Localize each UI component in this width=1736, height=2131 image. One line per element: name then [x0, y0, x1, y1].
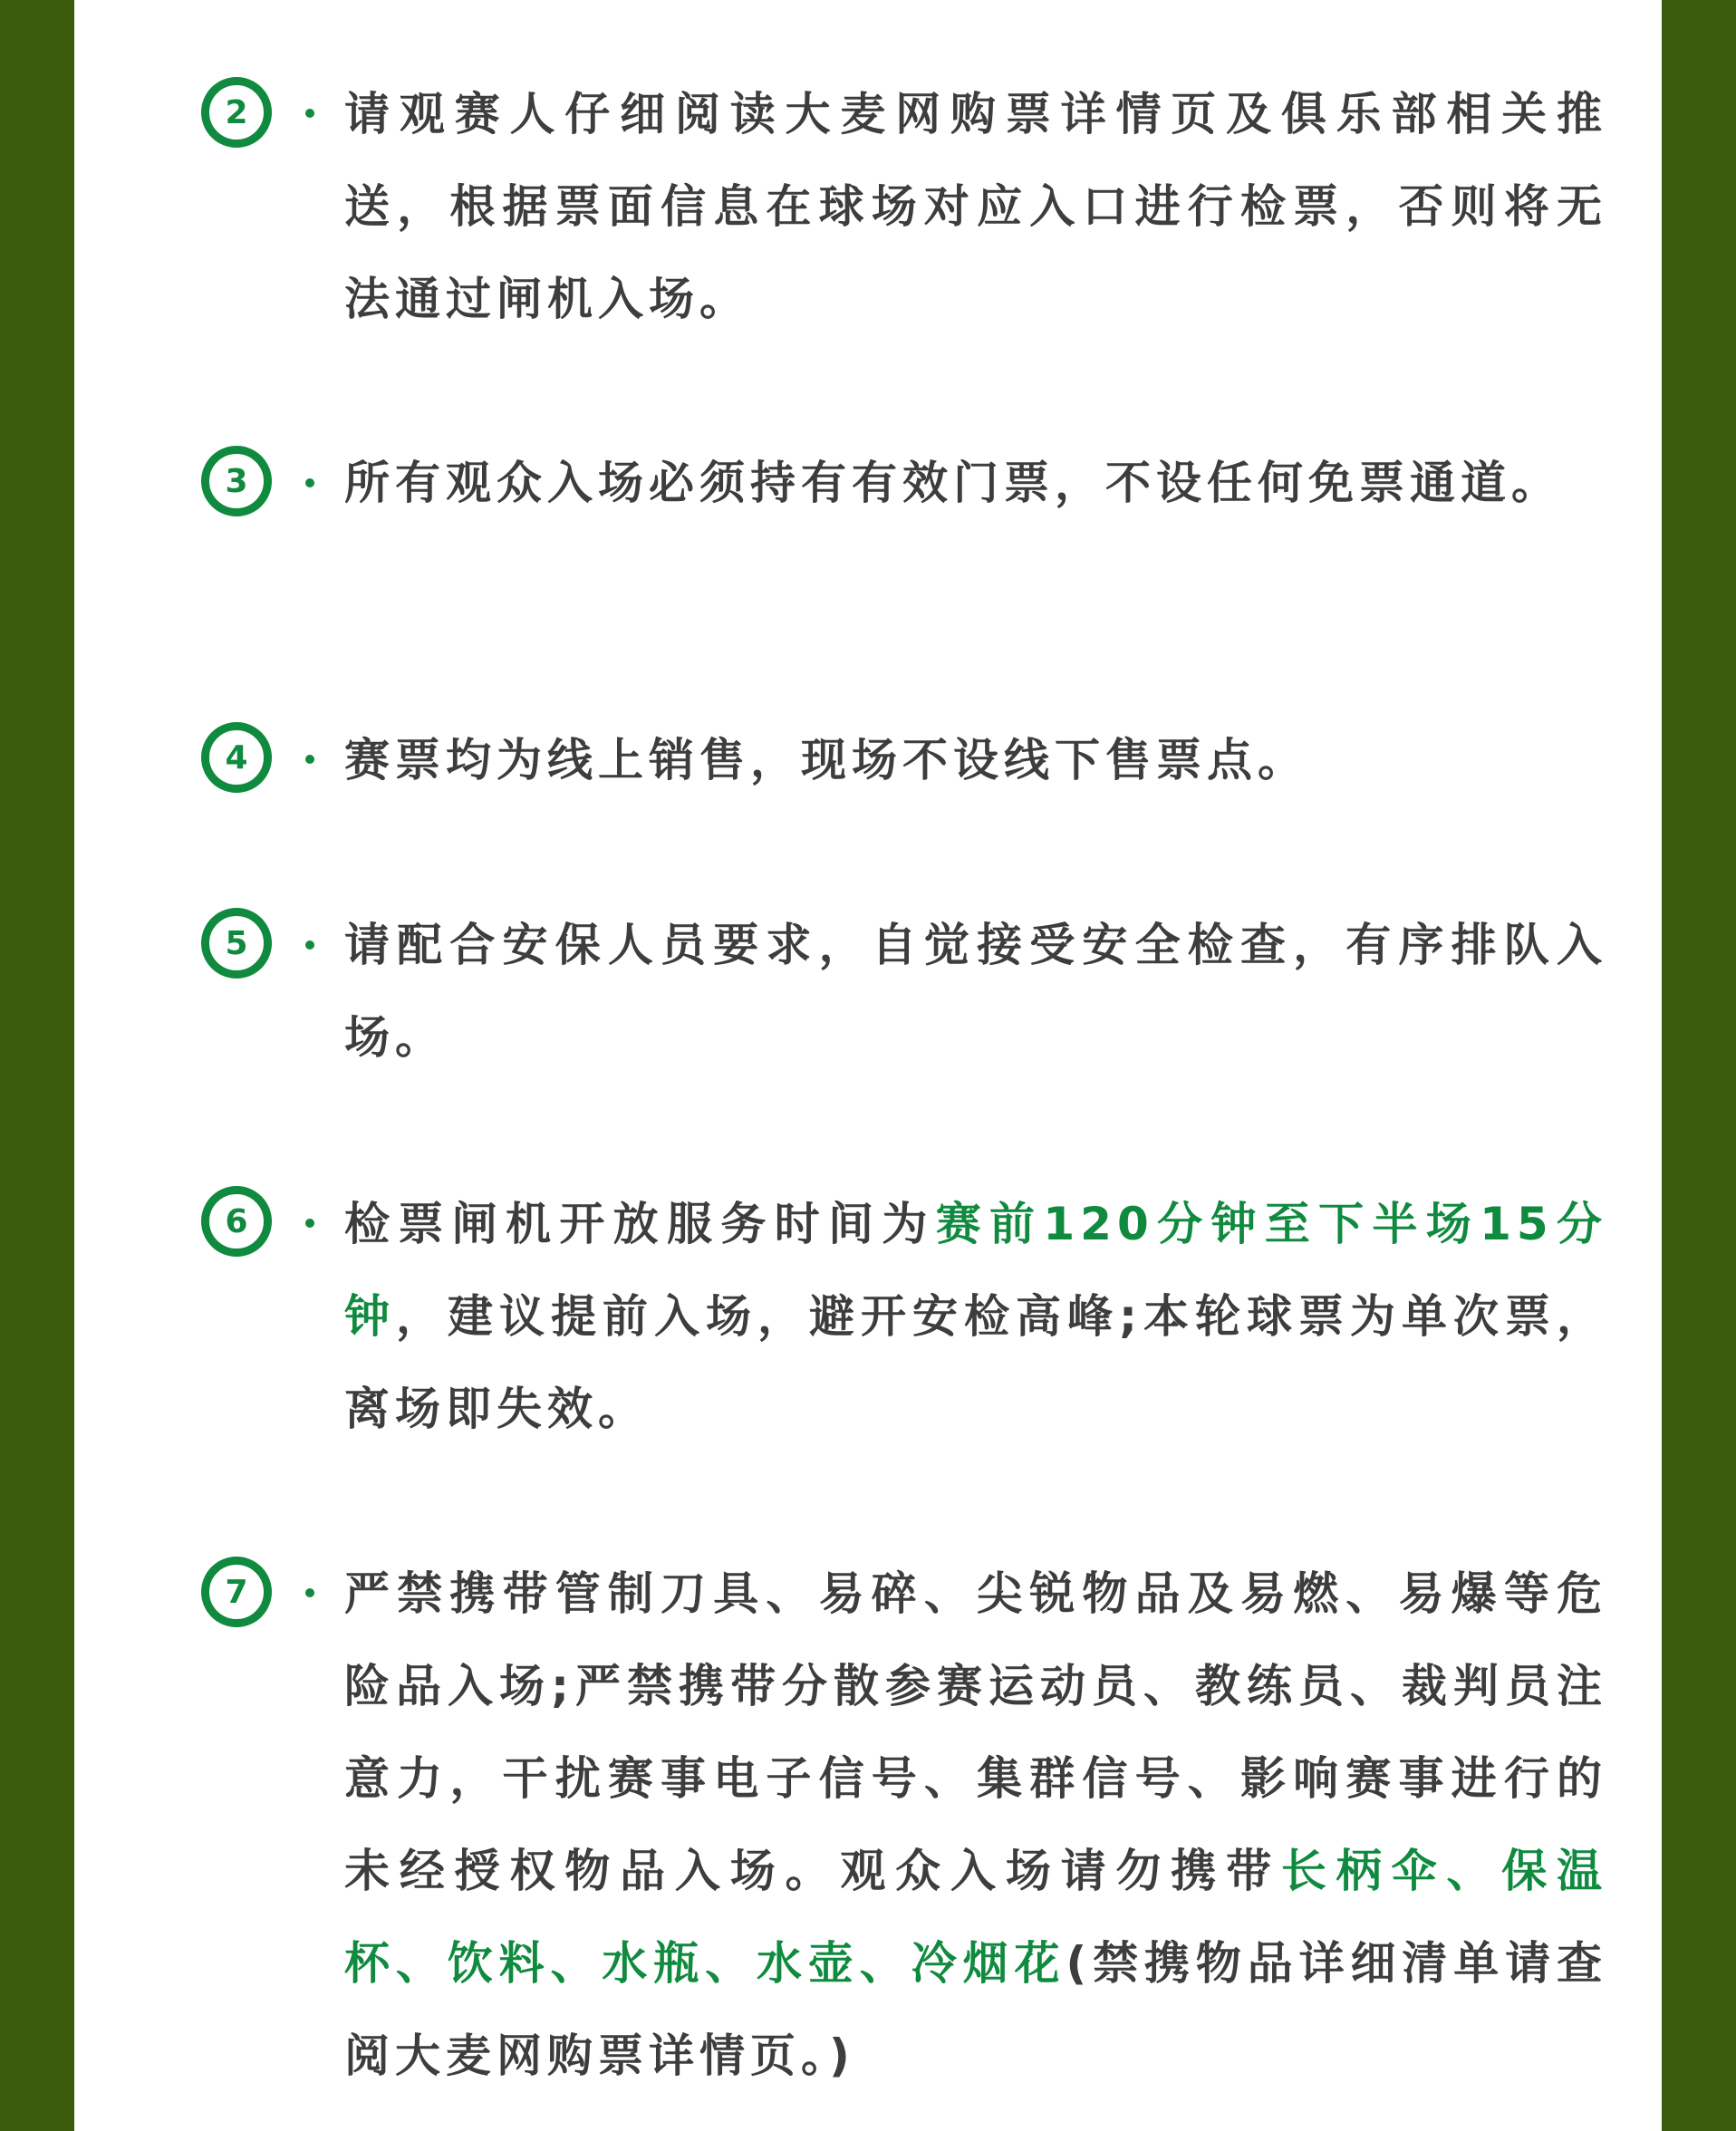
highlighted-items: 长柄伞、保温杯、饮料、水瓶、水壶、冷烟花 [344, 1845, 1608, 1990]
bullet-dot [305, 1588, 314, 1597]
bullet-dot [305, 109, 314, 118]
number-badge: 7 [201, 1557, 272, 1627]
number-badge: 4 [201, 722, 272, 793]
notice-text: 赛票均为线上销售，现场不设线下售票点。 [344, 734, 1308, 786]
text-before: 检票闸机开放服务时间为 [344, 1198, 936, 1250]
highlighted-time: 赛前120分钟至下半场15分钟 [344, 1198, 1608, 1343]
notice-text: 请观赛人仔细阅读大麦网购票详情页及俱乐部相关推送，根据票面信息在球场对应入口进行检票，否则将无法通过闸机入场。 [344, 88, 1607, 325]
text-before: 严禁携带管制刀具、易碎、尖锐物品及易燃、易爆等危险品入场;严禁携带分散参赛运动员、教练员、裁判员注意力，干扰赛事电子信号、集群信号、影响赛事进行的未经授权物品入场。观众入场请勿携带 [344, 1567, 1607, 1897]
number-badge: 2 [201, 77, 272, 148]
number-badge: 5 [201, 908, 272, 979]
left-green-border [0, 0, 74, 2131]
bullet-dot [305, 1219, 314, 1228]
notice-panel [74, 0, 1662, 2131]
text-after: ，建议提前入场，避开安检高峰;本轮球票为单次票，离场即失效。 [344, 1290, 1607, 1435]
notice-text [344, 1178, 1607, 1455]
bullet-dot [305, 755, 314, 764]
notice-text: 所有观众入场必须持有有效门票，不设任何免票通道。 [344, 457, 1562, 509]
notice-text [344, 1548, 1607, 2102]
number-badge: 3 [201, 446, 272, 516]
right-green-border [1662, 0, 1736, 2131]
bullet-dot [305, 478, 314, 487]
notice-text: 请配合安保人员要求，自觉接受安全检查，有序排队入场。 [344, 919, 1607, 1064]
number-badge: 6 [201, 1186, 272, 1257]
text-after: (禁携物品详细清单请查阅大麦网购票详情页。) [344, 1937, 1608, 2082]
bullet-dot [305, 940, 314, 950]
